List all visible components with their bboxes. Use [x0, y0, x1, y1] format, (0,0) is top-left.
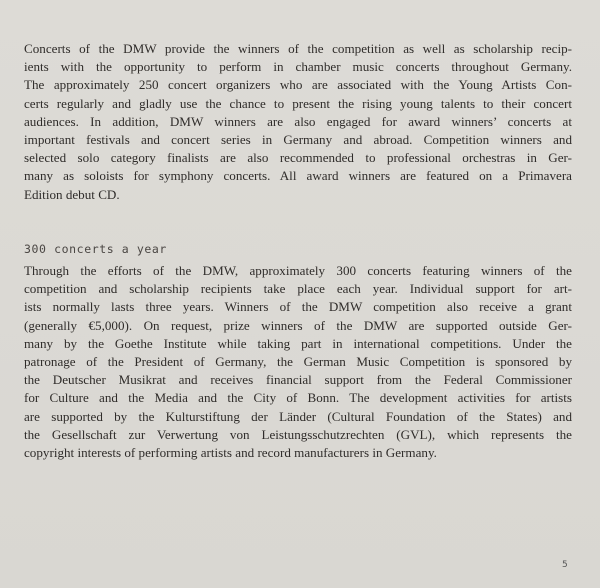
- text-line: The approximately 250 concert organizers who are associated with the Young Artists Con-: [24, 77, 572, 93]
- text-line: Through the efforts of the DMW, approximately 300 concerts featuring winners of the: [24, 263, 572, 278]
- text-line: Edition debut CD.: [24, 186, 120, 202]
- text-line: Concerts of the DMW provide the winners of the competition as well as scholarship recip-: [24, 41, 572, 56]
- text-line: copyright interests of performing artists and record manufacturers in Germany.: [24, 444, 437, 460]
- page-number: 5: [562, 560, 568, 570]
- text-line: the Deutscher Musikrat and receives financial support from the Federal Commissioner: [24, 372, 572, 388]
- text-line: ists normally lasts three years. Winners of the DMW competition also receive a grant: [24, 299, 572, 315]
- text-line: patronage of the President of Germany, the German Music Competition is sponsored by: [24, 353, 572, 369]
- text-line: ients with the opportunity to perform in chamber music concerts throughout Germany.: [24, 59, 572, 75]
- text-line: many as soloists for symphony concerts. All award winners are featured on a Primavera: [24, 168, 572, 184]
- text-line: (generally €5,000). On request, prize winners of the DMW are supported outside Ger-: [24, 317, 572, 333]
- text-line: competition and scholarship recipients take place each year. Individual support for art-: [24, 281, 572, 297]
- text-line: are supported by the Kulturstiftung der Länder (Cultural Foundation of the States) and: [24, 408, 572, 424]
- text-line: the Gesellschaft zur Verwertung von Leistungsschutzrechten (GVL), which represents the: [24, 426, 572, 442]
- text-line: certs regularly and gladly use the chance to present the rising young talents to their concert: [24, 95, 572, 111]
- text-line: for Culture and the Media and the City of Bonn. The development activities for artists: [24, 390, 572, 406]
- paragraph-300-concerts: [24, 262, 572, 462]
- section-heading: 300 concerts a year: [24, 242, 167, 256]
- text-line: many by the Goethe Institute while taking part in international competitions. Under the: [24, 335, 572, 351]
- text-line: selected solo category finalists are also recommended to professional orchestras in Ger-: [24, 150, 572, 166]
- paragraph-concerts: [24, 40, 572, 204]
- text-line: important festivals and concert series in Germany and abroad. Competition winners and: [24, 131, 572, 147]
- text-line: audiences. In addition, DMW winners are also engaged for award winners’ concerts at: [24, 113, 572, 129]
